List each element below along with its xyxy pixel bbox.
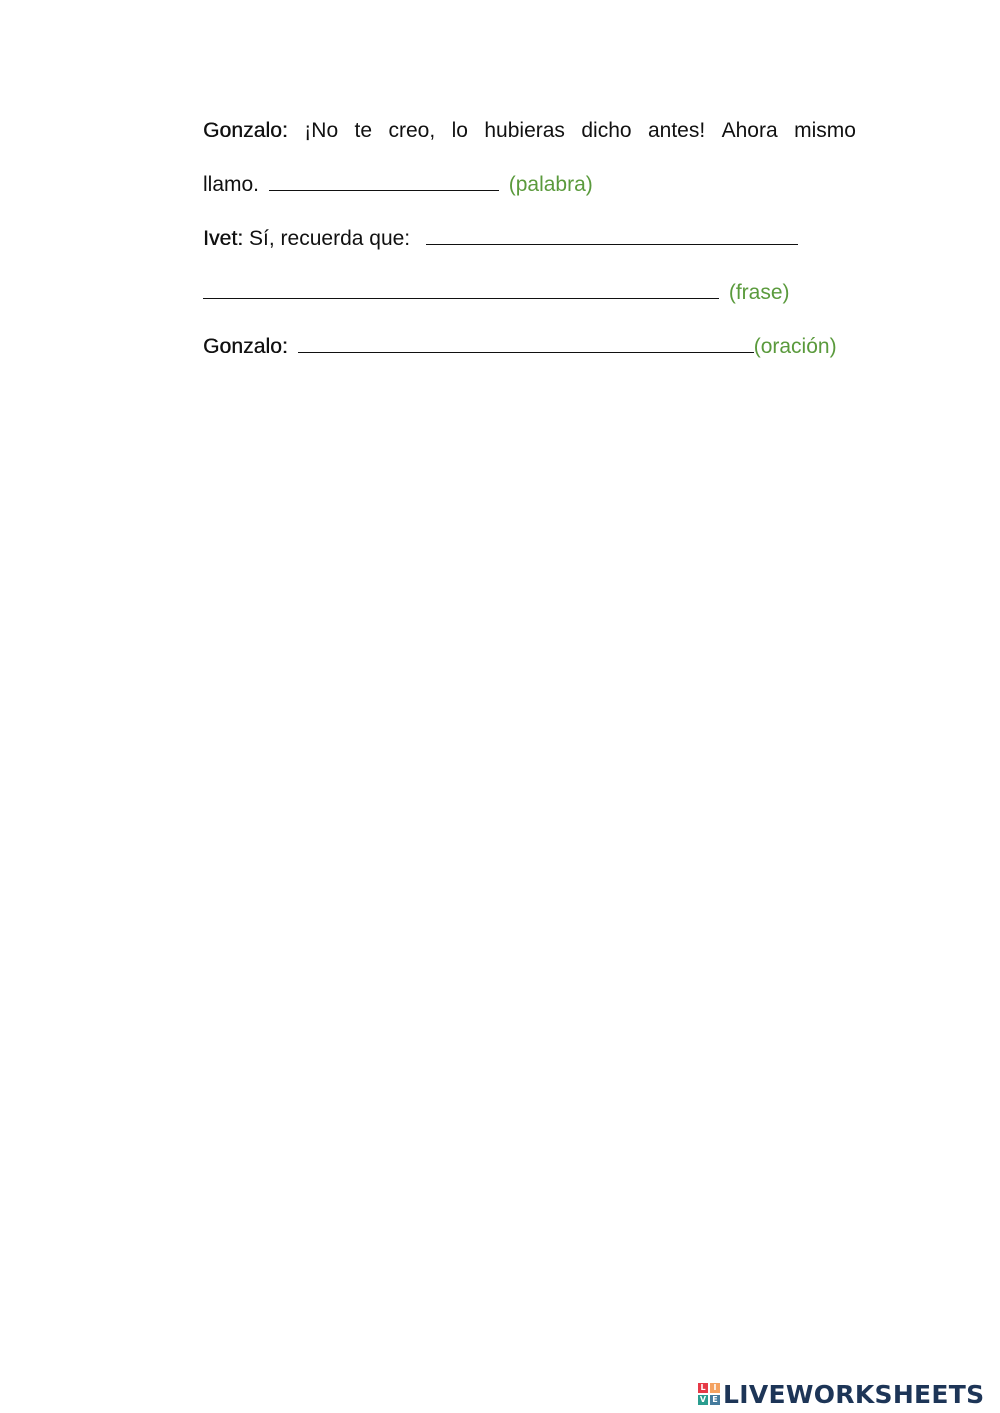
answer-blank-frase[interactable] [203,280,719,299]
dialogue-word: te [354,119,373,142]
dialogue-text: llamo. [203,173,260,196]
speaker-label: Gonzalo: [203,119,288,142]
dialogue-word: dicho [581,119,632,142]
hint-frase: (frase) [728,281,790,304]
dialogue-line-4 [203,279,790,307]
dialogue-line-1 [203,117,856,145]
dialogue-word: creo, [388,119,436,142]
dialogue-word: mismo [794,119,856,142]
dialogue-word: hubieras [484,119,565,142]
liveworksheets-logo [698,1380,984,1408]
dialogue-word: Ahora [721,119,778,142]
dialogue-line-3 [203,225,802,253]
logo-block: E [710,1395,720,1405]
logo-block: V [699,1395,707,1404]
dialogue-word: ¡No [304,119,339,142]
dialogue-word: lo [451,119,468,142]
dialogue-line-5 [203,333,837,361]
answer-blank-palabra[interactable] [269,172,499,191]
hint-oracion: (oración) [753,335,837,358]
logo-block: I [710,1383,720,1393]
speaker-label: Ivet: [203,227,244,250]
dialogue-word: antes! [647,119,706,142]
dialogue-text: Sí, recuerda que: [249,227,411,250]
answer-blank-oracion[interactable] [298,334,754,353]
logo-text: LIVEWORKSHEETS [723,1379,985,1409]
hint-palabra: (palabra) [508,173,593,196]
answer-blank-frase-start[interactable] [426,226,798,245]
speaker-label: Gonzalo: [203,335,288,358]
dialogue-line-2 [203,171,593,199]
logo-block: L [698,1383,708,1393]
logo-icon [698,1383,720,1405]
